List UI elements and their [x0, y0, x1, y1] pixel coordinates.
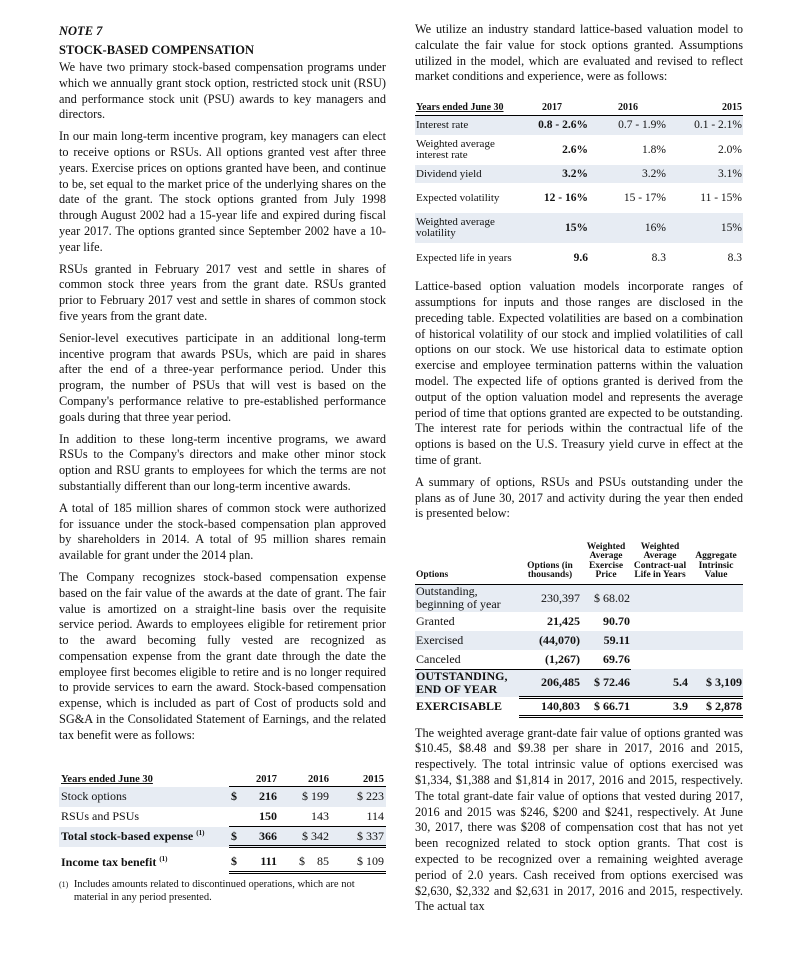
footnote-ref: (1)	[196, 829, 205, 838]
header-2016: 2016	[589, 101, 667, 115]
table-row	[415, 631, 743, 650]
value-options: (44,070)	[519, 631, 581, 650]
table-row	[415, 135, 743, 165]
value-intrinsic	[689, 584, 743, 612]
footnote-mark: (1)	[59, 880, 69, 890]
value-options: 21,425	[547, 614, 580, 629]
header-exercise-price: Weighted Average Exercise Price	[586, 541, 626, 581]
right-column	[415, 22, 743, 915]
currency: $	[229, 827, 241, 847]
row-label: Exercised	[415, 631, 519, 650]
value-2017: 12 - 16%	[543, 192, 588, 205]
value-2017: 2.6%	[562, 144, 588, 157]
row-label: EXERCISABLE	[416, 699, 503, 714]
value-options: (1,267)	[545, 651, 580, 666]
header-intrinsic-value: Aggregate Intrinsic Value	[695, 551, 737, 581]
value-intrinsic	[689, 650, 743, 669]
table-row	[415, 243, 743, 273]
table-row	[415, 584, 743, 612]
header-2017: 2017	[515, 101, 589, 115]
value-life: 5.4	[631, 669, 689, 697]
value-2017: 9.6	[573, 252, 588, 265]
paragraph-directors: In addition to these long-term incentive programs, we award RSUs to the Company's directors and make other minor stock option and RSU grants to employees for which the terms are not substantially different than our long-term incentive awards.	[59, 431, 386, 493]
row-label: Stock options	[59, 787, 229, 807]
value-options: 206,485	[519, 669, 581, 697]
value-2017: 15%	[515, 213, 589, 243]
value-2017: 150	[259, 808, 277, 823]
value-price: $ 66.71	[581, 697, 631, 716]
value-options: 230,397	[519, 584, 581, 612]
table-row	[415, 650, 743, 669]
row-label: Interest rate	[415, 115, 515, 135]
value-2016: 143	[311, 808, 329, 823]
table-footnote	[59, 878, 386, 904]
header-options-thousands: Options (in thousands)	[527, 560, 573, 581]
paragraph-valuation-intro: We utilize an industry standard lattice-based valuation model to calculate the fair value for stock options granted. Assumptions utilized in the model, which are evaluated and revised to reflect market conditions and experience, were as follows:	[415, 22, 743, 84]
header-years: Years ended June 30	[415, 101, 515, 115]
header-contractual-life: Weighted Average Contract-ual Life in Years	[633, 541, 687, 581]
value-intrinsic: $ 3,109	[689, 669, 743, 697]
header-years: Years ended June 30	[61, 774, 153, 786]
row-label: OUTSTANDING, END OF YEAR	[415, 669, 519, 697]
value-2015: $ 223	[331, 787, 386, 807]
value-2015: 3.1%	[667, 165, 743, 183]
value-2015: 11 - 15%	[700, 192, 742, 205]
value-2015: $ 109	[331, 853, 386, 873]
paragraph-senior-executives: Senior-level executives participate in an additional long-term incentive program that awards PSUs, which are paid in shares after the end of a three-year performance period. Under this program, the number of PSUs that will vest is based on the Company's performance relative to pre-established performance goals during that three year period.	[59, 330, 386, 424]
paragraph-programs: We have two primary stock-based compensation programs under which we annually grant stock option, restricted stock unit (RSU) and performance stock unit (PSU) awards to key managers and directors.	[59, 60, 386, 122]
value-price: $ 68.02	[581, 584, 631, 612]
value-price: 90.70	[603, 614, 630, 629]
table-row	[415, 115, 743, 135]
value-2016: 1.8%	[642, 144, 666, 157]
value-2016: 16%	[589, 213, 667, 243]
value-2017: 111	[241, 853, 279, 873]
table-row	[415, 612, 743, 631]
paragraph-summary-intro: A summary of options, RSUs and PSUs outstanding under the plans as of June 30, 2017 and activity during the year then ended is presented below:	[415, 474, 743, 521]
value-price: 59.11	[581, 631, 631, 650]
currency: $	[229, 853, 241, 873]
value-price: 69.76	[603, 651, 630, 666]
table-row	[59, 807, 386, 827]
value-life	[631, 631, 689, 650]
table-row	[59, 853, 386, 873]
value-2015: $ 337	[331, 827, 386, 847]
value-2017: 3.2%	[515, 165, 589, 183]
row-label: Weighted average volatility	[415, 213, 515, 243]
paragraph-rsus: RSUs granted in February 2017 vest and settle in shares of common stock three years from the grant date. RSUs granted prior to February 2017 vest and settle in shares of common stock five years from the grant date.	[59, 261, 386, 323]
header-2015: 2015	[363, 773, 384, 785]
row-label: Weighted average interest rate	[416, 138, 495, 162]
table-row	[415, 183, 743, 213]
value-life: 3.9	[631, 697, 689, 716]
currency	[229, 807, 241, 827]
footnote-text: Includes amounts related to discontinued operations, which are not material in any period presented.	[73, 879, 355, 904]
value-price: $ 72.46	[581, 669, 631, 697]
row-label: Expected volatility	[416, 191, 500, 204]
table-header	[59, 773, 386, 787]
value-options: 140,803	[519, 697, 581, 716]
options-table	[415, 536, 743, 718]
value-life	[631, 612, 689, 631]
value-2015: 8.3	[727, 252, 742, 265]
table-row	[59, 827, 386, 847]
value-2015: 15%	[667, 213, 743, 243]
value-intrinsic	[689, 612, 743, 631]
paragraph-fair-value: The weighted average grant-date fair value of options granted was $10.45, $8.48 and $9.38 per share in 2017, 2016 and 2015, respectively. The total intrinsic value of options exercised was $1,334, $1,388 and $1,814 in 2017, 2016 and 2015, respectively. The total grant-date fair value of options that vested during 2017, 2016 and 2015 was $246, $200 and $241, respectively. At June 30, 2017, there was $208 of compensation cost that has not yet been recognized related to stock option grants. That cost is expected to be recognized over a remaining weighted average period of 2.0 years. Cash received from options exercised was $2,630, $2,332 and $2,631 in 2017, 2016 and 2015, respectively. The actual tax	[415, 725, 743, 914]
value-2016: 8.3	[651, 252, 666, 265]
value-2016: 0.7 - 1.9%	[589, 115, 667, 135]
paragraph-lattice-model: Lattice-based option valuation models incorporate ranges of assumptions for inputs and those ranges are disclosed in the preceding table. Expected volatilities are based on a combination of historical volatility of our stock and implied volatilities of call options on our stock. We use historical data to estimate option exercise and employee termination patterns within the valuation model. The expected life of options granted is derived from the output of the option valuation model and represents the average period of time that options granted are expected to be outstanding. The interest rate for periods within the contractual life of the options is based on the U.S. Treasury yield curve in effect at the time of grant.	[415, 279, 743, 467]
valuation-table	[415, 101, 743, 273]
row-label: Expected life in years	[416, 251, 512, 264]
value-2016: $ 342	[279, 827, 331, 847]
header-2015: 2015	[667, 101, 743, 115]
value-2017: 0.8 - 2.6%	[515, 115, 589, 135]
table-row	[415, 165, 743, 183]
footnote-ref: (1)	[159, 855, 168, 864]
value-intrinsic	[689, 631, 743, 650]
header-options: Options	[416, 570, 449, 581]
table-header	[415, 536, 743, 584]
row-label: RSUs and PSUs	[61, 809, 140, 824]
paragraph-main-program: In our main long-term incentive program, key managers can elect to receive options or RSUs. All options granted vest after three years. Exercise prices on options granted have been, and continue to be, set equal to the market price of the underlying shares on the date of the grant. The stock options granted from July 1998 through August 2002 had a 15-year life and expired during fiscal year 2017. The options granted since September 2002 have a 10-year life.	[59, 129, 386, 254]
value-2015: 2.0%	[718, 144, 742, 157]
currency: $	[229, 787, 241, 807]
value-2017: 366	[241, 827, 279, 847]
note-title: STOCK-BASED COMPENSATION	[59, 43, 255, 57]
value-2015: 0.1 - 2.1%	[667, 115, 743, 135]
value-2016: 3.2%	[589, 165, 667, 183]
value-2017: 216	[241, 787, 279, 807]
left-column	[59, 22, 386, 904]
table-row	[415, 669, 743, 697]
table-row	[59, 787, 386, 807]
row-label: Dividend yield	[415, 165, 515, 183]
value-intrinsic: $ 2,878	[689, 697, 743, 716]
header-2016: 2016	[308, 773, 329, 785]
table-header	[415, 101, 743, 115]
row-label: Canceled	[416, 651, 461, 666]
value-2015: 114	[366, 808, 384, 823]
header-2017: 2017	[256, 773, 277, 785]
value-2016: $ 85	[279, 853, 331, 873]
value-2016: 15 - 17%	[623, 192, 666, 205]
value-2016: $ 199	[279, 787, 331, 807]
paragraph-expense-recognition: The Company recognizes stock-based compensation expense based on the fair value of the awards at the date of grant. The fair value is amortized on a straight-line basis over the requisite service period. Awards to employees eligible for retirement prior to the award becoming fully vested are recognized as compensation expense from the grant date through the date the employee first becomes eligible to retire and is no longer required to provide services to earn the award. Stock-based compensation expense, which is included as part of Cost of products sold and SG&A in the Consolidated Statement of Earnings, and the related tax benefit were as follows:	[59, 569, 386, 742]
table-row	[415, 697, 743, 716]
row-label: Total stock-based expense $^{(1)}$	[59, 827, 229, 847]
value-life	[631, 584, 689, 612]
stock-comp-table	[59, 773, 386, 875]
row-label: Outstanding, beginning of year	[415, 584, 519, 612]
table-row	[415, 213, 743, 243]
row-label: Income tax benefit $^{(1)}$	[61, 855, 168, 870]
row-label: Granted	[416, 614, 455, 629]
value-life	[631, 650, 689, 669]
note-number: NOTE 7	[59, 24, 103, 38]
paragraph-shares-authorized: A total of 185 million shares of common stock were authorized for issuance under the stock-based compensation plan approved by shareholders in 2014. A total of 95 million shares remain available for grant under the 2014 plan.	[59, 500, 386, 563]
